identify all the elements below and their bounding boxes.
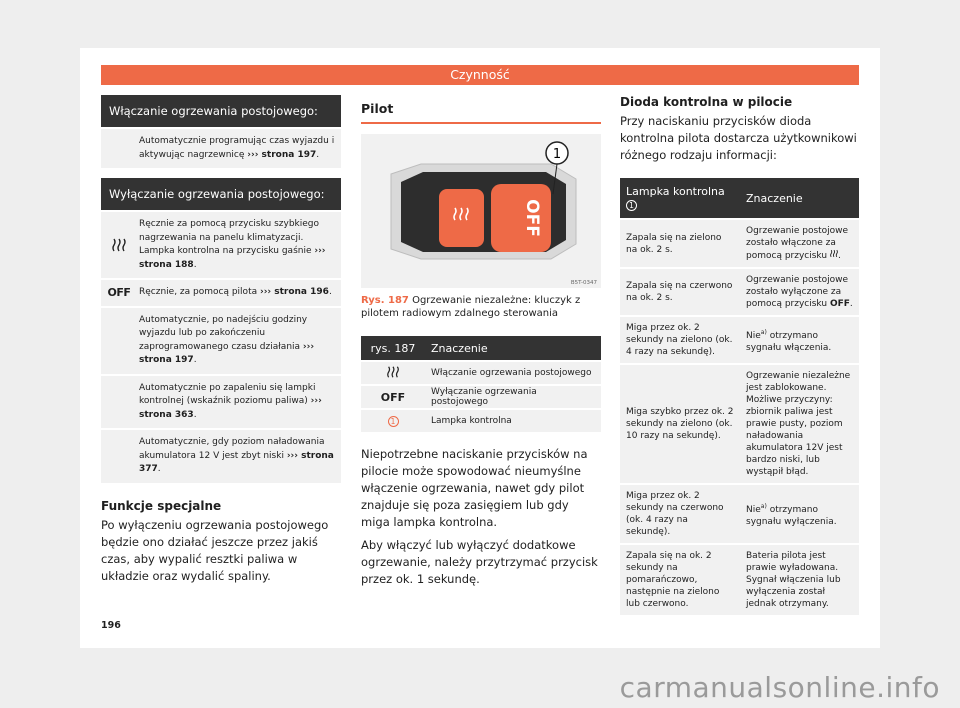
page-ref[interactable]: ››› strona 188 <box>139 246 326 270</box>
off-row-1: Ręcznie za pomocą przycisku szybkiego nagrzewania na panelu klimatyzacji. Lampka kontrolna na przycisku gaśnie ››› strona 188. <box>101 212 341 278</box>
diode-intro: Przy naciskaniu przycisków dioda kontrolna pilota dostarcza użytkownikowi różnego rodzaju informacji: <box>620 114 857 162</box>
off-row-5: Automatycznie, gdy poziom naładowania akumulatora 12 V jest zbyt niski ››› strona 377. <box>101 430 341 483</box>
table-row: Miga szybko przez ok. 2 sekundy na zielono (ok. 10 razy na sekundę). Ogrzewanie niezależne jest zablokowane. Możliwe przyczyny: zbiornik paliwa jest prawie pusty, poziom naładowania akumulatora 12V jest bardzo niski, lub wystąpił błąd. <box>620 365 859 483</box>
off-row-4: Automatycznie po zapaleniu się lampki kontrolnej (wskaźnik poziomu paliwa) ››› strona 363. <box>101 376 341 429</box>
on-row: Automatycznie programując czas wyjazdu i aktywując nagrzewnicę ››› strona 197. <box>101 129 341 168</box>
remote-table: rys. 187 Znaczenie Włączanie ogrzewania postojowego OFF Wyłączanie ogrzewania postojowego 1 Lampka kontrolna <box>361 334 601 434</box>
off-row-2: OFF Ręcznie, za pomocą pilota ››› strona 196. <box>101 280 341 306</box>
diode-title: Dioda kontrolna w pilocie <box>620 95 793 109</box>
page-header: Czynność <box>101 65 859 85</box>
off-icon: OFF <box>361 386 425 408</box>
page-ref[interactable]: ››› strona 377 <box>139 450 334 474</box>
table-row: Zapala się na ok. 2 sekundy na pomarańczowo, następnie na zielono lub czerwono. Bateria pilota jest prawie wyładowana. Sygnał włączenia lub wyłączenia został jednak otrzymany. <box>620 545 859 615</box>
heat-icon <box>361 362 425 384</box>
pilot-para-1: Niepotrzebne naciskanie przycisków na pilocie może spowodować nieumyślne włączenie ogrzewania, nawet gdy pilot znajduje się poza zasięgiem lub gdy miga lampka kontrolna. <box>361 447 588 529</box>
fig-off-label: OFF <box>522 199 542 237</box>
watermark: carmanualsonline.info <box>619 671 940 704</box>
on-heading: Włączanie ogrzewania postojowego: <box>101 95 341 127</box>
off-heading: Wyłączanie ogrzewania postojowego: <box>101 178 341 210</box>
off-row-3: Automatycznie, po nadejściu godziny wyjazdu lub po zakończeniu zaprogramowanego czasu działania ››› strona 197. <box>101 308 341 374</box>
table-row: Zapala się na czerwono na ok. 2 s. Ogrzewanie postojowe zostało wyłączone za pomocą przycisku OFF. <box>620 269 859 315</box>
table-row: Miga przez ok. 2 sekundy na zielono (ok. 4 razy na sekundę). Nie$^{a)}$ otrzymano sygnału włączenia. <box>620 317 859 363</box>
pilot-title: Pilot <box>361 95 601 124</box>
off-icon: OFF <box>107 286 131 299</box>
callout-1-icon: 1 <box>361 410 425 432</box>
figure-caption: Rys. 187 Ogrzewanie niezależne: kluczyk z pilotem radiowym zdalnego sterowania <box>361 295 581 319</box>
heat-icon <box>830 251 838 261</box>
pilot-para-2: Aby włączyć lub wyłączyć dodatkowe ogrzewanie, należy przytrzymać przycisk przez ok. 1 sekundę. <box>361 538 598 586</box>
table-row: Miga przez ok. 2 sekundy na czerwono (ok. 4 razy na sekundę). Nie$^{a)}$ otrzymano sygnału wyłączenia. <box>620 485 859 543</box>
heat-icon <box>101 212 137 278</box>
page-ref[interactable]: ››› strona 197 <box>247 149 317 160</box>
column-right <box>620 95 859 617</box>
fig-callout: 1 <box>552 147 562 162</box>
remote-key-figure <box>361 134 601 288</box>
remote-key-image <box>361 134 601 288</box>
table-row: Włączanie ogrzewania postojowego <box>361 362 601 384</box>
table-row: Zapala się na zielono na ok. 2 s. Ogrzewanie postojowe zostało włączone za pomocą przycisku . <box>620 220 859 267</box>
column-middle <box>361 95 601 588</box>
diode-table: Lampka kontrolna 1 Znaczenie Zapala się na zielono na ok. 2 s. Ogrzewanie postojowe zostało włączone za pomocą przycisku . Zapala się na czerwono na ok. 2 s. Ogrzewanie postojowe zostało wyłączone za pomocą przycisku OFF. Miga przez ok. 2 sekundy na zielono (ok. 4 razy na sekundę). Nie$^{a)}$ otrzymano sygnału włączenia. Miga szybko przez ok. 2 sekundy na zielono (ok. 10 razy na sekundę). Ogrzewanie niezależne jest zablokowane. Możliwe przyczyny: zbiornik paliwa jest prawie pusty, poziom naładowania akumulatora 12V jest bardzo niski, lub wystąpił błąd. Miga przez ok. 2 sekundy na czerwono (ok. 4 razy na sekundę). Nie$^{a)}$ otrzymano sygnału wyłączenia. Zapala się na ok. 2 sekundy na pomarańczowo, następnie na zielono lub czerwono. Bateria pilota jest prawie wyładowana. Sygnał włączenia lub wyłączenia został jednak otrzymany. <box>620 176 859 617</box>
figure-code: B5T-0347 <box>570 280 597 286</box>
off-icon: OFF <box>829 299 850 309</box>
page-ref[interactable]: ››› strona 363 <box>139 396 322 420</box>
special-title: Funkcje specjalne <box>101 498 222 513</box>
table-row: 1 Lampka kontrolna <box>361 410 601 432</box>
column-left <box>101 95 341 585</box>
page-number: 196 <box>101 620 121 631</box>
table-row: OFF Wyłączanie ogrzewania postojowego <box>361 386 601 408</box>
page-ref[interactable]: ››› strona 197 <box>139 341 315 365</box>
special-text: Po wyłączeniu ogrzewania postojowego będzie ono działać jeszcze przez jakiś czas, aby wypalić resztki paliwa w układzie oraz wydalić spaliny. <box>101 517 329 583</box>
page-ref[interactable]: ››› strona 196 <box>259 287 329 297</box>
